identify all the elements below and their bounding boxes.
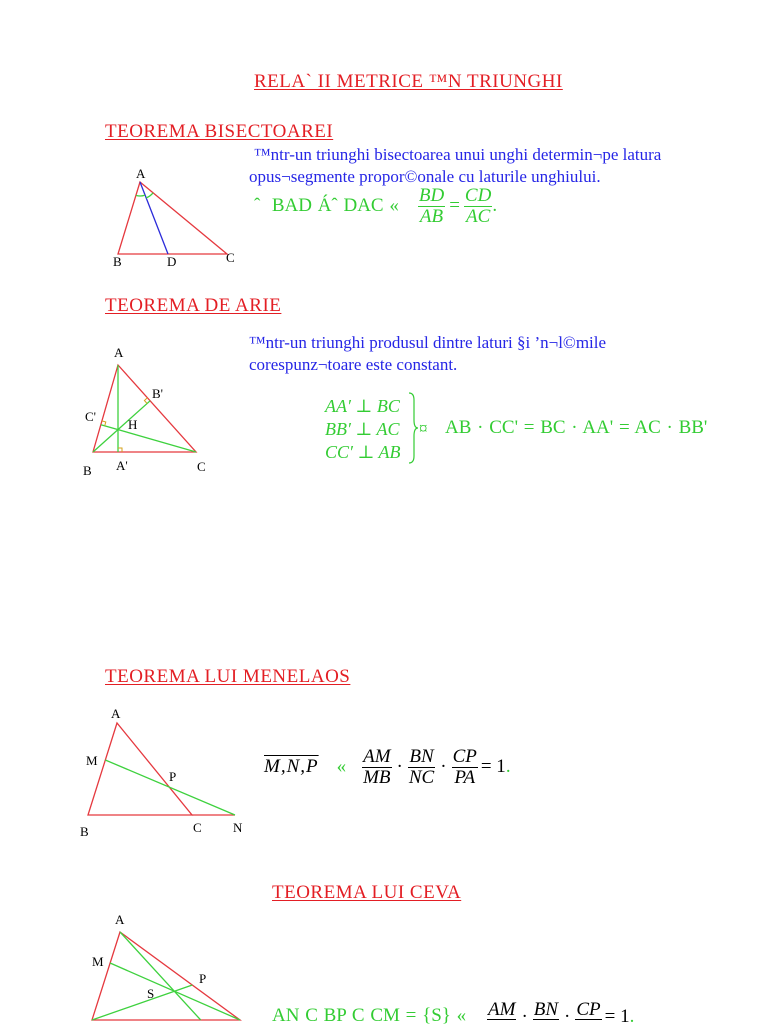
fraction-am-mb [362,747,391,788]
altitude-condition: AA′ ⊥ BC [325,396,400,416]
fraction-bn-nc [408,747,435,788]
triangle-abc [92,932,240,1020]
vertex-label-b: B [80,824,89,839]
angle-arc-dac [146,193,153,198]
fraction-denominator: AC [465,205,491,227]
vertex-label-a: A [115,912,125,927]
vertex-label-b: B [83,463,92,478]
area-text-line: ™ntr-un triunghi produsul dintre laturi §i ’n¬l©mile [249,333,607,352]
fraction-denominator: NC [408,766,435,788]
vertex-label-a: A [114,345,124,360]
fraction-cp-pa [452,747,478,788]
vertex-label-b: B [113,254,122,269]
altitude-condition: CC′ ⊥ AB [325,442,401,462]
fraction-numerator: AM [488,1001,516,1020]
fraction-numerator: BN [409,745,434,767]
point-label-n: N [233,820,243,835]
fraction-cd-ac [464,186,492,227]
angle-arc-bad [136,195,145,196]
fraction-denominator: MB [363,766,391,788]
fraction-bn [533,1001,559,1020]
fraction-numerator: BN [533,1001,559,1020]
fraction-denominator: PA [454,766,476,788]
triangle-abc [118,182,227,254]
multiply-dot: · [396,756,403,777]
formula-result: = 1 [604,1006,630,1024]
multiply-dot: · [564,1006,571,1024]
altitude-bb-prime [93,401,150,452]
point-label-b-prime: B' [152,386,164,401]
point-label-d: D [167,254,177,269]
point-label-m: M [92,954,104,969]
altitude-condition: BB′ ⊥ AC [325,419,400,439]
point-label-a-prime: A' [116,458,128,473]
formula-end: . [505,756,511,777]
formula-premise: ˆ BAD Áˆ DAC « [254,195,399,216]
point-label-m: M [86,753,98,768]
section-heading-area: TEOREMA DE ARIE [105,295,282,316]
ceva-formula-premise: AN C BP C CM = {S} « [272,1005,467,1024]
point-label-c-prime: C' [85,409,97,424]
vertex-label-a: A [111,706,121,721]
fraction-numerator: CP [576,1001,601,1020]
point-label-h: H [128,417,138,432]
vertex-label-c: C [197,459,206,474]
altitudes-triangle-figure [78,342,213,477]
altitude-cc-prime [101,425,196,452]
bisector-text-line: ™ntr-un triunghi bisectoarea unui unghi determin¬pe latura [254,145,662,164]
cevian-an [120,932,201,1020]
area-formula-result: AB · CC' = BC · AA' = AC · BB' [445,417,708,438]
implies-symbol: « [336,756,347,777]
formula-result: = 1 [480,756,506,777]
bisector-text-line: opus¬segmente propor©onale cu laturile unghiului. [249,167,601,186]
ceva-formula [487,1001,634,1024]
formula-end: . [492,195,498,216]
point-label-s: S [147,986,155,1001]
ceva-triangle-figure [80,905,255,1024]
section-heading-ceva: TEOREMA LUI CEVA [272,882,462,903]
fraction-denominator: AB [419,205,444,227]
vertex-label-c: C [193,820,202,835]
fraction-numerator: BD [418,184,445,206]
area-text-line: corespunz¬toare este constant. [249,355,458,374]
multiply-dot: · [440,756,447,777]
fraction-numerator: AM [363,745,391,767]
cevian-cm [110,963,240,1020]
fraction-bd-ab [418,186,445,227]
formula-end: . [629,1006,635,1024]
fraction-numerator: CD [464,184,492,206]
implies-symbol: ¤ [419,419,428,438]
point-label-p: P [199,971,207,986]
vertex-label-c: C [226,250,235,265]
section-heading-bisector: TEOREMA BISECTOAREI [105,121,334,142]
section-heading-menelaus: TEOREMA LUI MENELAOS [105,666,351,687]
fraction-cp [575,1001,601,1020]
equals-sign: = [449,195,460,216]
page-title: RELA` II METRICE ™N TRIUNGHI [254,71,563,92]
menelaus-formula [264,745,511,789]
point-label-p: P [169,769,177,784]
vertex-label-a: A [136,166,146,181]
fraction-numerator: CP [452,745,477,767]
menelaus-triangle-figure [75,700,250,840]
multiply-dot: · [521,1006,528,1024]
brace-path [409,393,418,463]
bisector-triangle-figure [100,160,250,275]
cevian-bp [92,985,192,1020]
triangle-abc [88,723,192,815]
right-angle-mark [144,398,147,404]
bisector-formula [254,184,497,228]
fraction-am [487,1001,516,1020]
collinear-points: M,N,P [264,756,319,777]
